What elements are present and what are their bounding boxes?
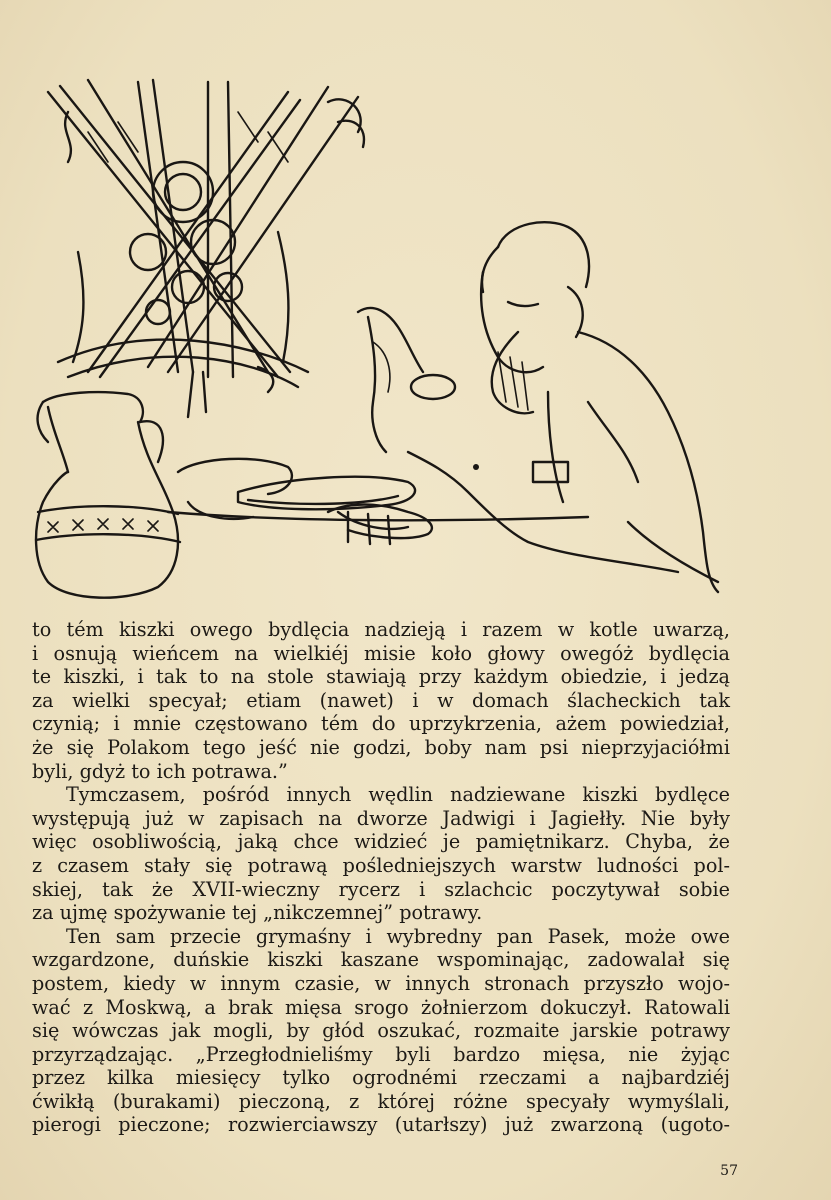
text-line: czynią; i mnie częstowano tém do uprzykrzenia, ażem powiedział, [32,712,730,736]
text-line: występują już w zapisach na dworze Jadwigi i Jagiełły. Nie były [32,806,730,830]
text-line: byli, gdyż to ich potrawa.” [32,759,288,783]
man-eating-at-table-illustration [28,72,728,607]
text-line: ćwikłą (burakami) pieczoną, z której różne specyały wymyślali, [32,1089,730,1113]
text-line: wzgardzone, duńskie kiszki kaszane wspominając, zadowalał się [32,948,730,972]
illustration-drawing [28,72,728,607]
text-line: wać z Moskwą, a brak mięsa srogo żołnierzom dokuczył. Ratowali [32,995,730,1019]
text-line: przyrządzając. „Przegłodnieliśmy byli bardzo mięsa, nie żyjąc [32,1042,730,1066]
text-line: skiej, tak że XVII-wieczny rycerz i szlachcic poczytywał sobie [32,877,730,901]
weapons-rack-drawing [48,80,364,417]
man-figure-drawing [328,222,718,592]
text-line: przez kilka miesięcy tylko ogrodnémi rzeczami a najbardziéj [32,1066,730,1090]
text-line: pierogi pieczone; rozwierciawszy (utarłszy) już zwarzoną (ugoto- [32,1113,730,1137]
text-line: i osnują wieńcem na wielkiéj misie koło głowy owegóż bydlęcia [32,641,730,665]
text-line: te kiszki, i tak to na stole stawiają przy każdym obiedzie, i jedzą [32,665,730,689]
text-line: się wówczas jak mogli, by głód oszukać, rozmaite jarskie potrawy [32,1019,730,1043]
text-line: że się Polakom tego jeść nie godzi, boby nam psi nieprzyjaciółmi [32,735,730,759]
text-line: z czasem stały się potrawą pośledniejszych warstw ludności pol- [32,853,730,877]
text-line: to tém kiszki owego bydlęcia nadzieją i razem w kotle uwarzą, [32,618,730,641]
table-bread-plate-drawing [168,459,588,529]
text-line: więc osobliwością, jaką chce widzieć je pamiętnikarz. Chyba, że [32,830,730,854]
body-text [32,618,730,1137]
jug-drawing [36,392,180,598]
paragraph-first-line: Tymczasem, pośród innych wędlin nadziewane kiszki bydlęce [66,783,730,807]
text-line: postem, kiedy w innym czasie, w innych stronach przyszło wojo- [32,971,730,995]
text-line: za wielki specyał; etiam (nawet) i w domach ślacheckich tak [32,688,730,712]
page-number: 57 [720,1163,738,1179]
text-line: za ujmę spożywanie tej „nikczemnej” potrawy. [32,901,483,925]
paragraph-first-line: Ten sam przecie grymaśny i wybredny pan Pasek, może owe [66,924,730,948]
